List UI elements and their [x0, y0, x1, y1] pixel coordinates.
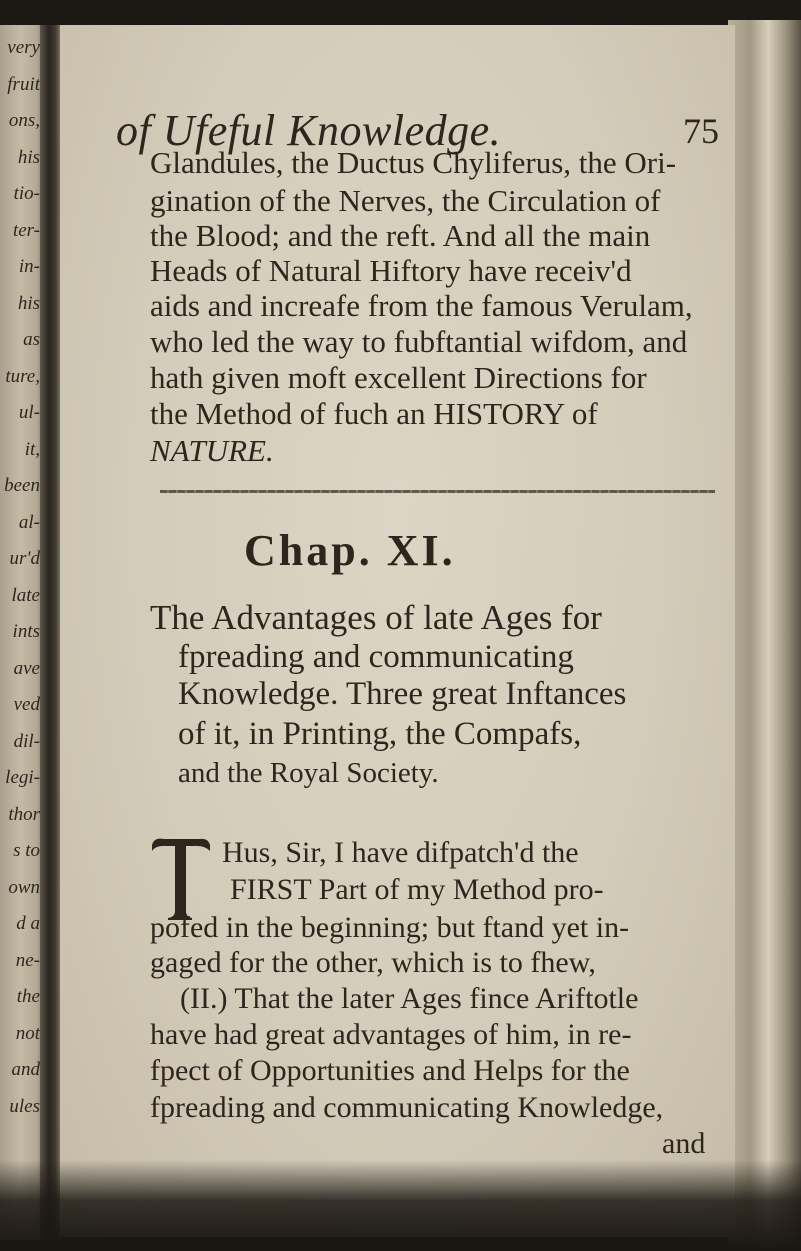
text-line: gaged for the other, which is to fhew, [150, 946, 596, 979]
text-line: the Method of fuch an HISTORY of [150, 396, 598, 431]
text-line: who led the way to fubftantial wifdom, and [150, 324, 688, 359]
facing-page-fragment: not [15, 1022, 40, 1044]
facing-page-fragment: d a [16, 913, 40, 934]
facing-page-fragment: the [16, 986, 40, 1007]
chapter-title-line: fpreading and communicating [178, 639, 574, 675]
drop-cap [150, 835, 212, 921]
text-line: NATURE. [150, 433, 274, 468]
text-line: pofed in the beginning; but ftand yet in- [150, 911, 630, 944]
text-line: have had great advantages of him, in re- [150, 1018, 632, 1051]
book-gutter [40, 25, 62, 1240]
facing-page-fragment: own [8, 876, 40, 898]
facing-page-fragment: fruit [7, 73, 40, 95]
chapter-title-line: and the Royal Society. [178, 757, 439, 789]
facing-page-fragment: ul- [18, 402, 40, 423]
facing-page-fragment: ints [12, 621, 40, 642]
chapter-heading: Chap. XI. [244, 526, 456, 575]
facing-page-fragment: thor [8, 803, 40, 825]
text-line: hath given moft excellent Directions for [150, 360, 647, 395]
facing-page-fragment: tio- [13, 183, 40, 204]
text-line: Heads of Natural Hiftory have receiv'd [150, 253, 632, 288]
section-divider [160, 490, 715, 493]
running-head: of Ufeful Knowledge. [116, 106, 502, 155]
text-line: FIRST Part of my Method pro- [230, 873, 604, 906]
text-line: gination of the Nerves, the Circulation of [150, 183, 661, 218]
facing-page-fragment: his [17, 292, 40, 314]
facing-page-fragment: very [7, 37, 40, 58]
facing-page-fragment: it, [24, 438, 40, 460]
chapter-title-line: The Advantages of late Ages for [150, 598, 602, 637]
facing-page-fragment: late [11, 584, 40, 606]
text-line: fpreading and communicating Knowledge, [150, 1091, 664, 1124]
facing-page-fragment: ne- [15, 949, 40, 971]
facing-page-fragment: and [11, 1059, 40, 1080]
page-number: 75 [683, 111, 719, 151]
facing-page-fragment: al- [18, 511, 40, 533]
text-line: fpect of Opportunities and Helps for the [150, 1054, 630, 1087]
facing-page-fragment: dil- [13, 730, 40, 752]
facing-page-fragment: been [4, 475, 40, 496]
text-line: aids and increafe from the famous Verulam, [150, 288, 693, 323]
scan-shadow [0, 1160, 801, 1251]
facing-page-fragment: ved [13, 694, 40, 715]
facing-page-fragment: ter- [12, 219, 40, 241]
text-line: Glandules, the Ductus Chyliferus, the Ori- [150, 145, 677, 180]
facing-page-fragment: s to [13, 840, 40, 861]
drop-cap-glyph [150, 835, 212, 921]
facing-page-fragment: in- [18, 256, 40, 277]
facing-page-fragment: ave [13, 657, 40, 679]
chapter-title-line: of it, in Printing, the Compafs, [178, 716, 582, 752]
facing-page-fragment: ules [9, 1095, 40, 1117]
facing-page-fragment: ons, [8, 110, 40, 131]
text-line: (II.) That the later Ages fince Ariftotle [180, 982, 639, 1015]
facing-page-fragment: his [17, 146, 40, 168]
chapter-title-line: Knowledge. Three great Inftances [178, 676, 627, 712]
facing-page-fragment: legi- [5, 767, 40, 788]
facing-page-fragment: ur'd [9, 548, 40, 569]
text-line: and [662, 1127, 706, 1160]
facing-page-fragment: as [23, 329, 40, 350]
facing-page-fragment: ture, [5, 365, 40, 387]
text-line: Hus, Sir, I have difpatch'd the [222, 836, 579, 869]
page-edges [728, 20, 801, 1251]
text-line: the Blood; and the reft. And all the main [150, 218, 651, 253]
